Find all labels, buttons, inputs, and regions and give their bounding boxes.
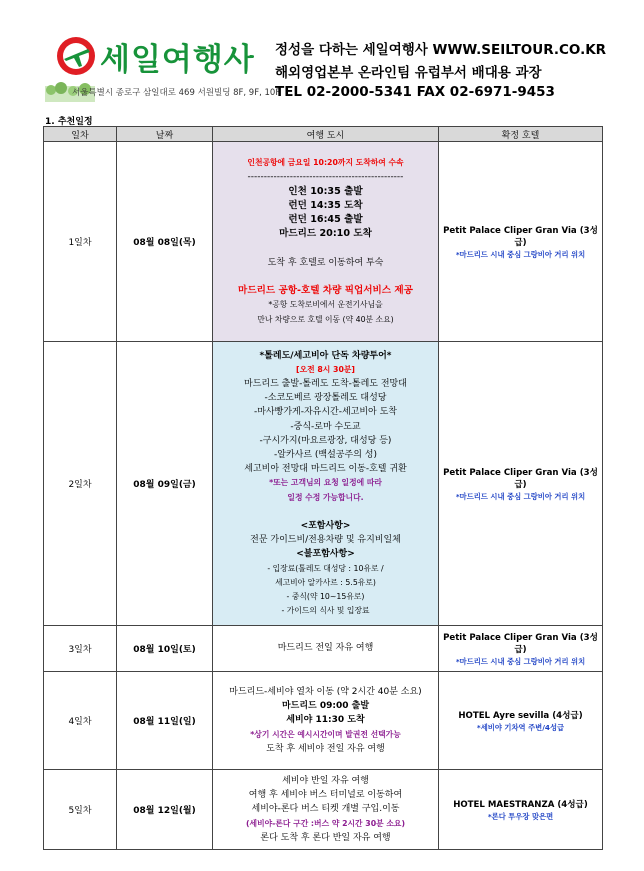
day-cell: 4일차 xyxy=(44,672,117,770)
phone-fax: TEL 02-2000-5341 FAX 02-6971-9453 xyxy=(275,84,555,100)
itinerary-line: *공항 도착로비에서 운전기사님을 xyxy=(268,300,383,310)
hotel-cell xyxy=(439,770,603,850)
itinerary-line: - 입장료(톨레도 대성당 : 10유로 / xyxy=(267,563,384,573)
hotel-note: *마드리드 시내 중심 그랑비아 거리 위치 xyxy=(455,491,586,501)
table-row xyxy=(44,142,603,342)
day-cell: 3일차 xyxy=(44,626,117,672)
itinerary-line: 세비야 반일 자유 여행 xyxy=(282,775,369,786)
itinerary-line: 전문 가이드비/전용차량 및 유지비일체 xyxy=(250,535,401,546)
company-slogan: 정성을 다하는 세일여행사 WWW.SEILTOUR.CO.KR xyxy=(275,42,607,58)
itinerary-line: -소코도베르 광장톨레도 대성당 xyxy=(264,393,387,404)
column-header-date: 날짜 xyxy=(117,127,213,142)
table-row xyxy=(44,770,603,850)
itinerary-line xyxy=(213,242,438,256)
hotel-name: HOTEL Ayre sevilla (4성급) xyxy=(458,710,583,721)
itinerary-cell xyxy=(213,342,439,626)
itinerary-line: *또는 고객님의 요청 일정에 따라 xyxy=(269,478,382,488)
itinerary-line: [오전 8시 30분] xyxy=(296,364,355,374)
itinerary-line: *톨레도/세고비아 단독 차량투어* xyxy=(259,350,392,361)
date-cell: 08월 09일(금) xyxy=(117,342,213,626)
itinerary-line: <불포함사항> xyxy=(296,549,355,560)
itinerary-cell xyxy=(213,142,439,342)
itinerary-line: 마드리드 20:10 도착 xyxy=(279,228,372,240)
itinerary-line: - 가이드의 식사 및 입장료 xyxy=(281,606,370,616)
hotel-cell xyxy=(439,342,603,626)
itinerary-line: 세비야-론다 버스 티켓 개별 구입.이동 xyxy=(251,804,400,815)
date-cell: 08월 11일(일) xyxy=(117,672,213,770)
airplane-globe-logo-icon xyxy=(55,35,97,77)
date-cell: 08월 08일(목) xyxy=(117,142,213,342)
itinerary-cell xyxy=(213,626,439,672)
itinerary-line: 세고비아 알카사르 : 5.5유로) xyxy=(275,577,376,587)
hotel-note: *론다 투우장 맞은편 xyxy=(487,811,554,821)
hotel-cell xyxy=(439,626,603,672)
itinerary-line: -알카사르 (백설공주의 성) xyxy=(274,449,377,460)
itinerary-line: 만나 차량으로 호텔 이동 (약 40분 소요) xyxy=(257,314,394,324)
itinerary-line xyxy=(213,505,438,519)
itinerary-line: -중식-로마 수도교 xyxy=(290,421,361,432)
itinerary-line: 도착 후 호텔로 이동하여 투숙 xyxy=(267,257,384,268)
hotel-cell xyxy=(439,142,603,342)
table-row xyxy=(44,672,603,770)
itinerary-line: 마드리드-세비야 열차 이동 (약 2시간 40분 소요) xyxy=(229,686,422,697)
hotel-name: HOTEL MAESTRANZA (4성급) xyxy=(453,799,588,810)
hotel-note: *마드리드 시내 중심 그랑비아 거리 위치 xyxy=(455,249,586,259)
day-cell: 2일차 xyxy=(44,342,117,626)
itinerary-line: -마사빵가게-자유시간-세고비아 도착 xyxy=(253,407,397,418)
hotel-name: Petit Palace Cliper Gran Via (3성급) xyxy=(443,225,598,248)
itinerary-line: 마드리드 공항-호텔 차량 픽업서비스 제공 xyxy=(238,285,413,297)
date-cell: 08월 12일(월) xyxy=(117,770,213,850)
day-cell: 5일차 xyxy=(44,770,117,850)
itinerary-line xyxy=(213,270,438,284)
department-contact-person: 해외영업본부 온라인팀 유럽부서 배대용 과장 xyxy=(275,65,542,81)
itinerary-line: 세비야 11:30 도착 xyxy=(286,715,365,726)
itinerary-line: 도착 후 세비야 전일 자유 여행 xyxy=(266,743,385,754)
day-cell: 1일차 xyxy=(44,142,117,342)
company-logo-text: 세일여행사 xyxy=(100,42,255,78)
itinerary-line: -구시가지(마요르광장, 대성당 등) xyxy=(259,435,392,446)
table-row xyxy=(44,626,603,672)
column-header-hotel: 확정 호텔 xyxy=(439,127,603,142)
hotel-cell xyxy=(439,672,603,770)
section-title: 1. 추천일정 xyxy=(45,117,93,127)
itinerary-line: 여행 후 세비야 버스 터미널로 이동하여 xyxy=(248,790,403,801)
hotel-note: *세비야 기차역 주변/4성급 xyxy=(476,722,565,732)
itinerary-line: 인천 10:35 출발 xyxy=(288,185,363,197)
itinerary-line: 마드리드 전일 자유 여행 xyxy=(277,643,374,654)
column-header-city: 여행 도시 xyxy=(213,127,439,142)
itinerary-line: 일정 수정 가능합니다. xyxy=(287,492,364,502)
itinerary-line: 런던 16:45 출발 xyxy=(288,214,363,226)
itinerary-line: - 중식(약 10~15유로) xyxy=(286,592,365,602)
itinerary-cell xyxy=(213,672,439,770)
page-header xyxy=(0,0,644,112)
itinerary-table xyxy=(43,126,603,850)
itinerary-line: <포함사항> xyxy=(300,521,351,531)
itinerary-line: 마드리드 09:00 출발 xyxy=(281,701,370,712)
itinerary-line: *상기 시간은 예시시간이며 발권전 선택가능 xyxy=(250,729,401,739)
itinerary-line: 세고비아 전망대 마드리드 이동-호텔 귀환 xyxy=(244,464,407,475)
itinerary-line: 론다 도착 후 론다 반일 자유 여행 xyxy=(260,832,391,843)
company-address: 서울특별시 종로구 삼일대로 469 서원빌딩 8F, 9F, 10F xyxy=(72,88,281,98)
itinerary-line: (세비야-론다 구간 :버스 약 2시간 30분 소요) xyxy=(245,818,406,828)
itinerary-line: 마드리드 출발-톨레도 도착-톨레도 전망대 xyxy=(244,378,407,389)
itinerary-line: 런던 14:35 도착 xyxy=(288,199,363,211)
column-header-day: 일차 xyxy=(44,127,117,142)
hotel-note: *마드리드 시내 중심 그랑비아 거리 위치 xyxy=(455,656,586,666)
table-header-row xyxy=(44,127,603,142)
hotel-name: Petit Palace Cliper Gran Via (3성급) xyxy=(443,632,598,655)
itinerary-line: 인천공항에 금요일 10:20까지 도착하여 수속 xyxy=(247,158,404,168)
table-row xyxy=(44,342,603,626)
date-cell: 08월 10일(토) xyxy=(117,626,213,672)
itinerary-cell xyxy=(213,770,439,850)
hotel-name: Petit Palace Cliper Gran Via (3성급) xyxy=(443,467,598,490)
itinerary-line: ------------------------------------------------ xyxy=(247,172,404,183)
